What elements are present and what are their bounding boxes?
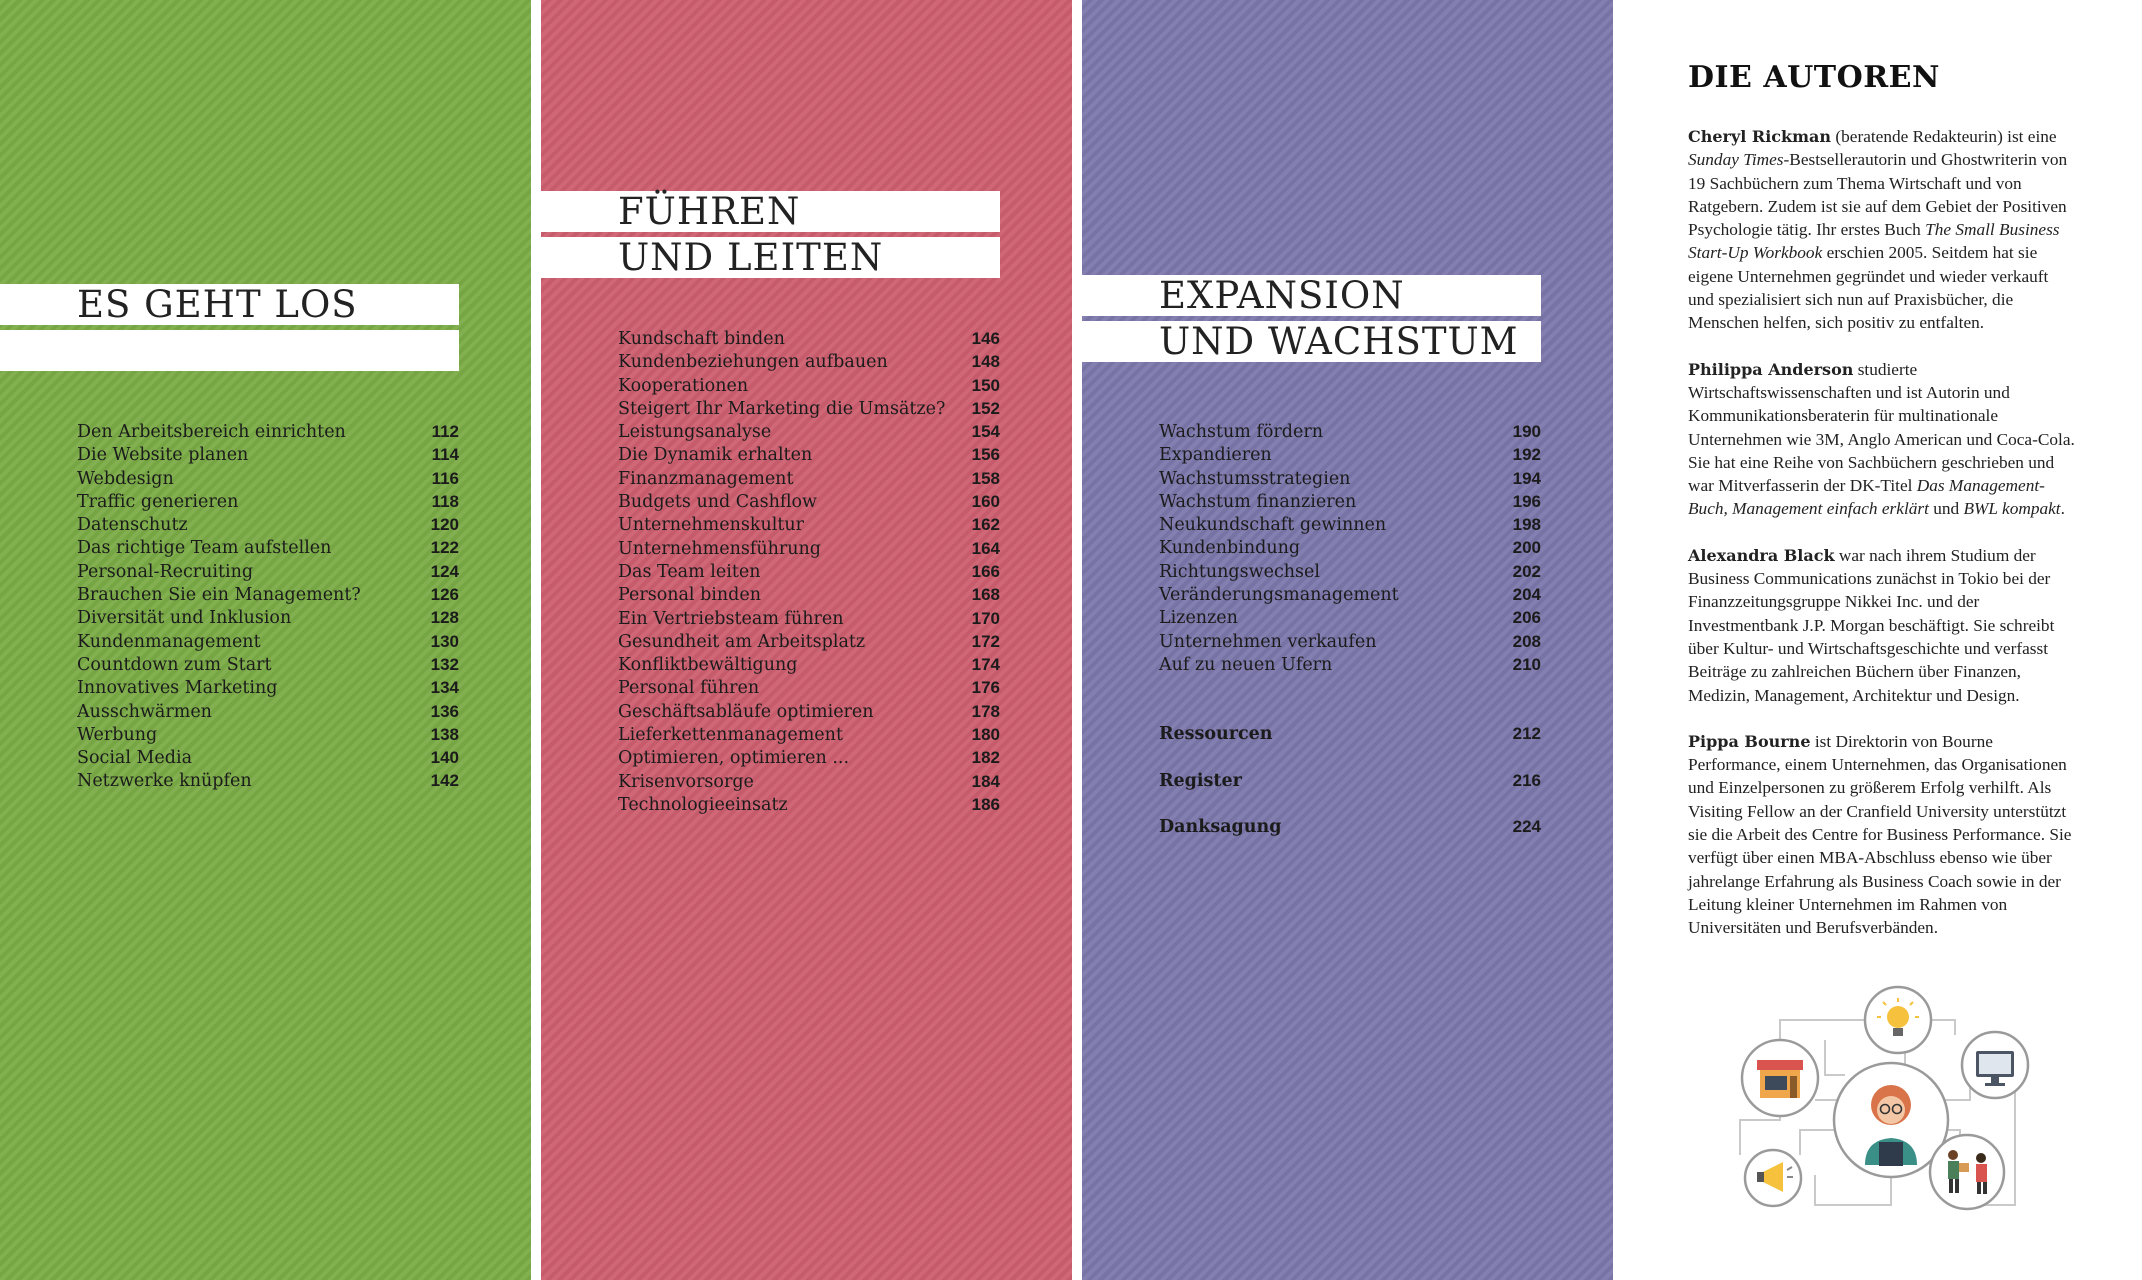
toc-entry-label: Danksagung	[1159, 816, 1282, 837]
toc-entry	[618, 515, 1000, 538]
toc-entry-label: Traffic generieren	[77, 491, 239, 512]
toc-entry	[618, 678, 1000, 701]
toc-entry-page: 172	[971, 631, 1000, 651]
bio-text: -Bestsellerautorin und Ghostwriterin von 19 Sachbüchern zum Thema Wirtschaft und von Ratgebern. Zudem ist sie auf dem Gebiet der Positiven Psychologie tätig. Ihr erstes Buch	[1688, 150, 2068, 240]
toc-entry-label: Kundschaft binden	[618, 329, 785, 349]
toc-entry-page: 200	[1512, 538, 1541, 558]
toc-entry	[77, 748, 459, 771]
monitor-icon	[1962, 1032, 2028, 1098]
toc-entry-page: 198	[1512, 515, 1541, 535]
toc-entry	[1159, 608, 1541, 631]
toc-entry	[77, 445, 459, 468]
toc-entry	[618, 702, 1000, 725]
toc-entry-page: 182	[971, 748, 1000, 768]
toc-entry-label: Social Media	[77, 748, 193, 769]
toc-entry	[1159, 632, 1541, 655]
toc-entry-page: 206	[1512, 608, 1541, 628]
toc-entry-label: Netzwerke knüpfen	[77, 771, 252, 792]
toc-entry	[618, 772, 1000, 795]
toc-entry	[77, 771, 459, 794]
toc-entry-label: Kooperationen	[618, 375, 749, 396]
toc-entry-page: 170	[971, 608, 1000, 628]
toc-entry	[618, 748, 1000, 771]
toc-entry-label: Expandieren	[1159, 445, 1272, 466]
toc-entry-label: Konfliktbewältigung	[618, 655, 798, 676]
toc-entry	[1159, 655, 1541, 678]
toc-entry	[618, 655, 1000, 678]
toc-entry	[1159, 562, 1541, 585]
toc-entry-label: Steigert Ihr Marketing die Umsätze?	[618, 398, 946, 419]
toc-entry-page: 158	[971, 468, 1000, 488]
toc-entry	[618, 376, 1000, 399]
toc-entry-page: 122	[430, 538, 459, 558]
toc-entry-page: 150	[971, 375, 1000, 395]
toc-entry-label: Ausschwärmen	[77, 701, 212, 722]
toc-entry-page: 164	[971, 538, 1000, 558]
toc-entry-page: 212	[1512, 724, 1541, 744]
toc-entry-label: Personal führen	[618, 678, 760, 699]
toc-entry-label: Register	[1159, 770, 1242, 791]
toc-entry-page: 224	[1512, 816, 1541, 836]
toc-entry	[77, 725, 459, 748]
toc-entry-label: Ressourcen	[1159, 724, 1273, 745]
authors-section	[1688, 60, 2078, 963]
toc-entry-label: Wachstum finanzieren	[1159, 491, 1357, 512]
toc-entry	[77, 655, 459, 678]
toc-entry-label: Datenschutz	[77, 515, 188, 536]
author-bio	[1688, 125, 2078, 335]
toc-entry	[618, 539, 1000, 562]
toc-entry	[1159, 817, 1541, 840]
author-bio	[1688, 730, 2078, 940]
toc-entry-page: 154	[971, 422, 1000, 442]
toc-entry-page: 126	[430, 585, 459, 605]
toc-entry-page: 124	[430, 561, 459, 581]
toc-entry-label: Kundenmanagement	[77, 631, 261, 652]
section-title-bar	[1082, 275, 1541, 316]
book-title: BWL kompakt	[1963, 499, 2061, 519]
toc-entry	[77, 538, 459, 561]
bio-text: erschien 2005. Seitdem hat sie eigene Unternehmen gegründet und wieder verkauft und spezialisiert sich nun auf Praxisbücher, die Menschen helfen, sich positiv zu entfalten.	[1688, 243, 2049, 333]
toc-entry-label: Geschäftsabläufe optimieren	[618, 701, 874, 722]
toc-entry-label: Lieferkettenmanagement	[618, 725, 843, 746]
toc-entry	[77, 632, 459, 655]
toc-entry	[618, 399, 1000, 422]
toc-entry-label: Unternehmenskultur	[618, 515, 805, 536]
toc-entry-page: 194	[1512, 468, 1541, 488]
section-title-bar-2	[541, 237, 1000, 278]
toc-entry-label: Die Dynamik erhalten	[618, 445, 813, 466]
toc-entry	[618, 725, 1000, 748]
author-bio	[1688, 358, 2078, 521]
toc-entry	[77, 562, 459, 585]
section-title-line1: FÜHREN	[618, 190, 801, 233]
toc-entry-label: Webdesign	[77, 468, 174, 489]
toc-list	[618, 329, 1000, 818]
toc-entry	[77, 585, 459, 608]
toc-entry-page: 152	[971, 398, 1000, 418]
business-illustration	[1705, 980, 2045, 1220]
section-title-line2: UND LEITEN	[618, 236, 884, 279]
author-name: Cheryl Rickman	[1688, 127, 1832, 146]
toc-entry-page: 142	[430, 771, 459, 791]
toc-list	[77, 422, 459, 795]
lightbulb-icon	[1865, 987, 1931, 1053]
section-title-line1: ES GEHT LOS	[77, 283, 358, 326]
toc-entry-label: Den Arbeitsbereich einrichten	[77, 422, 346, 442]
toc-entry-page: 136	[430, 701, 459, 721]
toc-entry	[618, 329, 1000, 352]
toc-entry-label: Innovatives Marketing	[77, 678, 278, 699]
toc-entry-page: 192	[1512, 445, 1541, 465]
toc-entry-label: Leistungsanalyse	[618, 422, 772, 443]
bio-text: war nach ihrem Studium der Business Communications zunächst in Tokio bei der Finanzzeitungsgruppe Nikkei Inc. und der Investmentbank J.P. Morgan beschäftigt. Sie schreibt über Kultur- und Wirtschaftsgeschichte und verfasst Beiträge zu zahlreichen Büchern über Finanzen, Medizin, Management, Architektur und Design.	[1688, 545, 2055, 705]
toc-entry	[77, 469, 459, 492]
toc-entry-page: 216	[1512, 770, 1541, 790]
toc-entry-label: Lizenzen	[1159, 608, 1238, 629]
toc-entry-label: Optimieren, optimieren ...	[618, 748, 850, 769]
toc-entry	[1159, 585, 1541, 608]
toc-entry-label: Neukundschaft gewinnen	[1159, 515, 1387, 536]
toc-entry-page: 166	[971, 561, 1000, 581]
toc-entry-label: Unternehmensführung	[618, 538, 822, 559]
toc-entry-label: Kundenbindung	[1159, 538, 1301, 559]
toc-entry-label: Wachstum fördern	[1159, 422, 1323, 442]
toc-entry-page: 208	[1512, 631, 1541, 651]
toc-entry-page: 204	[1512, 585, 1541, 605]
toc-entry-label: Unternehmen verkaufen	[1159, 631, 1377, 652]
toc-entry	[618, 795, 1000, 818]
section-title-line1: EXPANSION	[1159, 274, 1405, 317]
bio-text: studierte Wirtschaftswissenschaften und ist Autorin und Kommunikationsberaterin für multinationale Unternehmen wie 3M, Anglo American und Coca-Cola. Sie hat eine Reihe von Sachbüchern geschrieben und war Mitverfasserin der DK-Titel	[1688, 359, 2075, 496]
delivery-people-icon	[1930, 1135, 2004, 1209]
toc-entry-page: 210	[1512, 654, 1541, 674]
toc-entry-page: 196	[1512, 491, 1541, 511]
toc-entry-label: Personal binden	[618, 585, 761, 606]
toc-entry-label: Richtungswechsel	[1159, 561, 1320, 582]
toc-entry-label: Auf zu neuen Ufern	[1159, 654, 1333, 675]
toc-entry-label: Finanzmanagement	[618, 468, 794, 489]
shop-icon	[1742, 1040, 1818, 1116]
toc-entry-page: 146	[971, 329, 1000, 348]
toc-entry	[1159, 469, 1541, 492]
toc-list	[1159, 422, 1541, 840]
toc-entry-page: 160	[971, 492, 1000, 512]
toc-entry	[1159, 492, 1541, 515]
toc-entry-page: 134	[430, 678, 459, 698]
toc-entry-page: 132	[430, 654, 459, 674]
bio-text: .	[2060, 499, 2065, 519]
panel-es-geht-los	[0, 0, 531, 1280]
toc-entry	[77, 702, 459, 725]
toc-entry-page: 178	[971, 701, 1000, 721]
toc-entry-label: Veränderungsmanagement	[1159, 585, 1399, 606]
toc-entry	[618, 585, 1000, 608]
author-bio	[1688, 544, 2078, 707]
toc-entry	[618, 492, 1000, 515]
section-title-bar	[541, 191, 1000, 232]
book-title: Sunday Times	[1688, 150, 1784, 170]
section-title-line2: UND WACHSTUM	[1159, 320, 1519, 363]
toc-entry-label: Personal-Recruiting	[77, 561, 254, 582]
toc-entry-label: Countdown zum Start	[77, 654, 272, 675]
toc-entry-page: 184	[971, 771, 1000, 791]
toc-entry-page: 168	[971, 585, 1000, 605]
toc-entry	[618, 352, 1000, 375]
toc-entry-page: 114	[431, 445, 459, 465]
toc-entry	[1159, 724, 1541, 747]
toc-entry	[77, 492, 459, 515]
toc-entry-page: 118	[431, 491, 459, 511]
authors-heading: DIE AUTOREN	[1688, 60, 1940, 95]
section-title-bar-2	[0, 330, 459, 371]
toc-entry-page: 174	[971, 655, 1000, 675]
author-bios	[1688, 125, 2078, 940]
toc-entry-page: 202	[1512, 561, 1541, 581]
toc-entry	[618, 422, 1000, 445]
author-name: Philippa Anderson	[1688, 359, 1854, 379]
book-title: Das Management-Buch, Management einfach erklärt	[1688, 476, 2045, 519]
section-title-bar-2	[1082, 321, 1541, 362]
toc-entry-label: Diversität und Inklusion	[77, 608, 292, 629]
toc-entry-page: 156	[971, 445, 1000, 465]
toc-entry	[77, 422, 459, 445]
toc-entry	[1159, 422, 1541, 445]
toc-entry-page: 120	[430, 515, 459, 535]
toc-entry	[1159, 515, 1541, 538]
toc-entry-label: Budgets und Cashflow	[618, 492, 818, 513]
panel-expansion-und-wachstum	[1082, 0, 1613, 1280]
toc-entry	[77, 515, 459, 538]
toc-entry-label: Ein Vertriebsteam führen	[618, 608, 844, 629]
toc-entry-label: Das richtige Team aufstellen	[77, 538, 332, 559]
toc-entry-page: 140	[430, 748, 459, 768]
bio-text: und	[1928, 499, 1964, 519]
panel-fuehren-und-leiten	[541, 0, 1072, 1280]
toc-entry-label: Kundenbeziehungen aufbauen	[618, 352, 888, 373]
toc-entry-page: 176	[971, 678, 1000, 698]
toc-entry	[618, 609, 1000, 632]
section-title-bar	[0, 284, 459, 325]
toc-entry-label: Werbung	[77, 724, 158, 745]
toc-entry	[618, 469, 1000, 492]
toc-entry	[618, 632, 1000, 655]
toc-entry-page: 162	[971, 515, 1000, 535]
toc-entry	[77, 608, 459, 631]
toc-entry-page: 112	[431, 422, 459, 441]
toc-entry-label: Gesundheit am Arbeitsplatz	[618, 631, 866, 652]
toc-entry-label: Krisenvorsorge	[618, 771, 754, 792]
toc-entry-page: 190	[1512, 422, 1541, 441]
toc-entry-label: Das Team leiten	[618, 561, 761, 582]
toc-entry-page: 128	[430, 608, 459, 628]
toc-entry	[77, 678, 459, 701]
toc-entry-page: 138	[430, 724, 459, 744]
toc-entry-page: 130	[430, 631, 459, 651]
megaphone-icon	[1745, 1150, 1801, 1206]
toc-entry-label: Technologieeinsatz	[618, 794, 788, 815]
toc-entry-page: 116	[431, 468, 459, 488]
toc-entry-label: Wachstumsstrategien	[1159, 468, 1351, 489]
book-title: The Small Business Start-Up Workbook	[1688, 220, 2060, 263]
toc-entry	[1159, 771, 1541, 794]
bio-text: ist Direktorin von Bourne Performance, einem Unternehmen, das Organisationen und Einzelpersonen zu größerem Erfolg verhilft. Als Visiting Fellow an der Cranfield University unterstützt sie die Arbeit des Centre for Business Performance. Sie verfügt über einen MBA-Abschluss ebenso wie über jahrelange Erfahrung als Business Coach sowie in der Leitung kleiner Unternehmen im Rahmen von Universitäten und Berufsverbänden.	[1688, 731, 2072, 938]
toc-entry-page: 186	[971, 794, 1000, 814]
author-name: Pippa Bourne	[1688, 731, 1811, 751]
bio-text: (beratende Redakteurin) ist eine	[1831, 127, 2057, 146]
toc-entry-page: 180	[971, 725, 1000, 745]
toc-entry	[1159, 538, 1541, 561]
toc-entry	[618, 562, 1000, 585]
toc-entry-page: 148	[971, 352, 1000, 372]
toc-entry-label: Die Website planen	[77, 445, 249, 466]
toc-entry	[618, 445, 1000, 468]
toc-entry-label: Brauchen Sie ein Management?	[77, 585, 361, 606]
author-name: Alexandra Black	[1688, 545, 1835, 565]
toc-entry	[1159, 445, 1541, 468]
